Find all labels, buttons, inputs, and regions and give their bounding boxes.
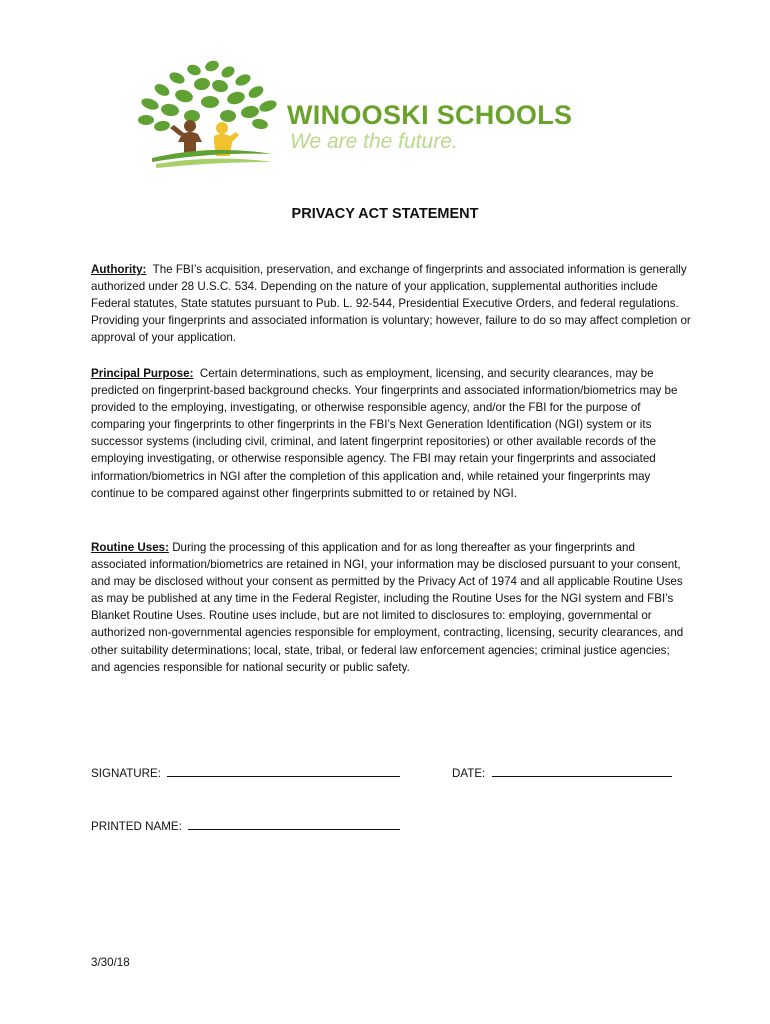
principal-purpose-heading: Principal Purpose:	[91, 367, 194, 380]
signature-line[interactable]	[167, 764, 400, 777]
logo-school-name: WINOOSKI SCHOOLS	[287, 100, 573, 130]
school-logo	[132, 58, 652, 168]
principal-purpose-text: Certain determinations, such as employment, licensing, and security clearances, may be predicted on fingerprint-based background checks. Your fingerprints and associated information/biometrics may be provided to the employing, investigating, or otherwise responsible agency, and/or the FBI for the purpose of comparing your fingerprints to other fingerprints in the FBI’s Next Generation Identification (NGI) system or its successor systems (including civil, criminal, and latent fingerprint repositories) or other available records of the employing investigating, or otherwise responsible agency. The FBI may retain your fingerprints and associated information/biometrics in NGI after the completion of this application and, while retained your fingerprints may continue to be compared against other fingerprints submitted to or retained by NGI.	[91, 367, 678, 500]
signature-field	[91, 764, 400, 780]
routine-uses-text: During the processing of this application and for as long thereafter as your fingerprints and associated information/biometrics are retained in NGI, your information may be disclosed pursuant to your consent, and may be disclosed without your consent as permitted by the Privacy Act of 1974 and all applicable Routine Uses as may be published at any time in the Federal Register, including the Routine Uses for the NGI system and FBI’s Blanket Routine Uses. Routine uses include, but are not limited to disclosures to: employing, governmental or authorized non-governmental agencies responsible for employment, contracting, licensing, security clearances, and other suitability determinations; local, state, tribal, or federal law enforcement agencies; criminal justice agencies; and agencies responsible for national security or public safety.	[91, 541, 684, 674]
routine-uses-heading: Routine Uses:	[91, 541, 169, 554]
authority-section	[91, 261, 691, 346]
printed-name-line[interactable]	[188, 817, 400, 830]
printed-name-field	[91, 817, 400, 833]
logo-tagline: We are the future.	[290, 130, 458, 153]
signature-label: SIGNATURE:	[91, 767, 161, 780]
tree-logo-icon	[132, 58, 292, 168]
date-line[interactable]	[492, 764, 672, 777]
date-label: DATE:	[452, 767, 486, 780]
date-field	[452, 764, 672, 780]
principal-purpose-section	[91, 365, 691, 502]
routine-uses-section	[91, 539, 691, 676]
document-title: PRIVACY ACT STATEMENT	[291, 206, 479, 222]
document-date: 3/30/18	[91, 956, 130, 969]
authority-text: The FBI’s acquisition, preservation, and exchange of fingerprints and associated information is generally authorized under 28 U.S.C. 534. Depending on the nature of your application, supplemental authorities include Federal statutes, State statutes pursuant to Pub. L. 92-544, Presidential Executive Orders, and federal regulations. Providing your fingerprints and associated information is voluntary; however, failure to do so may affect completion or approval of your application.	[91, 263, 691, 345]
authority-heading: Authority:	[91, 263, 147, 276]
printed-name-label: PRINTED NAME:	[91, 820, 182, 833]
